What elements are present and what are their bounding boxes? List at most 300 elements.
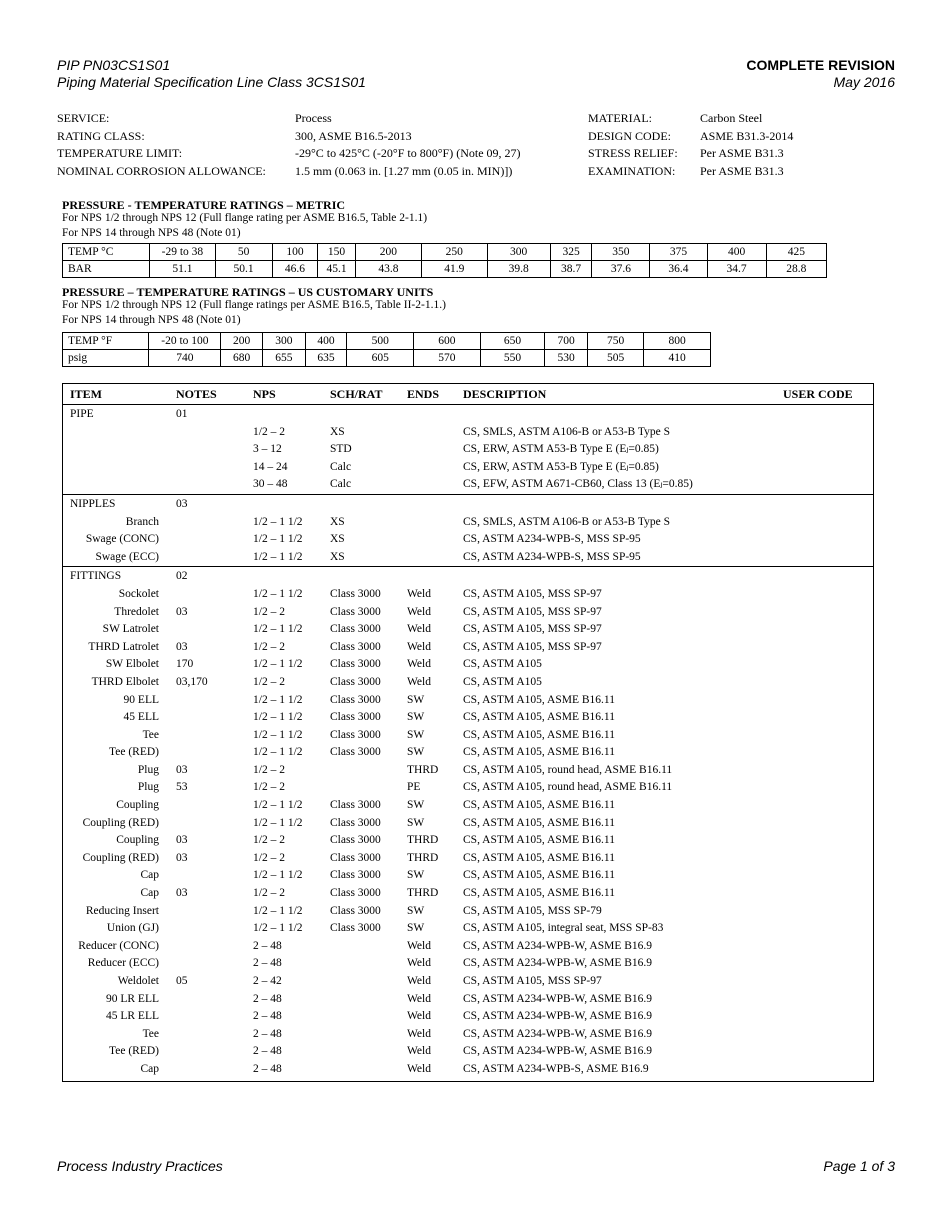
- row-nps: 1/2 – 2: [253, 851, 285, 864]
- table-row: [63, 638, 873, 656]
- us-temp-cell: 650: [480, 333, 545, 350]
- service-labels-left: [57, 110, 266, 181]
- row-notes: 03: [176, 640, 188, 653]
- metric-pressure-cell: 41.9: [422, 261, 487, 278]
- material-value: Carbon Steel: [700, 111, 763, 125]
- us-temp-row: [63, 333, 711, 350]
- table-row: [63, 530, 873, 548]
- metric-temp-cell: 400: [707, 244, 766, 261]
- group-name: NIPPLES: [70, 497, 116, 510]
- col-ends: ENDS: [407, 387, 440, 401]
- materials-table: [62, 383, 874, 1082]
- us-pressure-cell: 635: [305, 350, 347, 367]
- item-group: [63, 405, 873, 495]
- row-item: SW Latrolet: [102, 623, 159, 636]
- metric-ratings-title: PRESSURE - TEMPERATURE RATINGS – METRIC: [62, 198, 346, 212]
- row-item: 90 LR ELL: [105, 992, 159, 1005]
- row-nps: 1/2 – 1 1/2: [253, 869, 303, 882]
- examination-value: Per ASME B31.3: [700, 164, 784, 179]
- doc-id: PIP PN03CS1S01: [57, 57, 171, 73]
- row-item: Cap: [140, 869, 159, 882]
- row-nps: 2 – 48: [253, 1027, 282, 1040]
- row-description: CS, ASTM A234-WPB-W, ASME B16.9: [463, 1027, 653, 1040]
- metric-temp-cell: 200: [355, 244, 421, 261]
- us-temp-cell: 400: [305, 333, 347, 350]
- table-row: [63, 796, 873, 814]
- row-description: CS, ASTM A105: [463, 658, 542, 671]
- row-sch-rat: XS: [330, 425, 345, 438]
- row-sch-rat: Class 3000: [330, 816, 381, 829]
- table-row: [63, 972, 873, 990]
- table-row: [63, 1060, 873, 1078]
- us-pressure-cell: 410: [644, 350, 711, 367]
- revision-block: [746, 57, 895, 91]
- row-sch-rat: Class 3000: [330, 799, 381, 812]
- row-nps: 2 – 48: [253, 939, 282, 952]
- row-ends: THRD: [407, 851, 439, 864]
- col-sch-rat: SCH/RAT: [330, 387, 383, 401]
- row-item: Weldolet: [117, 975, 159, 987]
- row-sch-rat: Class 3000: [330, 587, 381, 600]
- row-nps: 2 – 48: [253, 957, 282, 970]
- row-description: CS, ASTM A105, ASME B16.11: [463, 728, 615, 741]
- row-ends: SW: [407, 746, 425, 759]
- us-pressure-cell: 505: [588, 350, 644, 367]
- item-group: [63, 495, 873, 567]
- table-row: [63, 548, 873, 566]
- row-notes: 03: [176, 834, 188, 847]
- row-item: Cap: [140, 887, 159, 900]
- us-temp-cell: 500: [347, 333, 414, 350]
- row-nps: 14 – 24: [253, 460, 288, 473]
- row-sch-rat: Class 3000: [330, 746, 381, 759]
- metric-temp-cell: 100: [272, 244, 318, 261]
- row-nps: 2 – 42: [253, 975, 282, 987]
- metric-temp-label: TEMP °C: [63, 244, 150, 261]
- metric-note-1: For NPS 1/2 through NPS 12 (Full flange rating per ASME B16.5, Table 2-1.1): [62, 212, 428, 224]
- row-notes: 03: [176, 851, 188, 864]
- table-row: [63, 814, 873, 832]
- table-row: [63, 743, 873, 761]
- metric-pressure-cell: 45.1: [318, 261, 355, 278]
- service-value: Process: [295, 111, 332, 125]
- table-row: [63, 761, 873, 779]
- row-description: CS, ASTM A105, MSS SP-97: [463, 640, 602, 653]
- row-description: CS, ASTM A234-WPB-S, MSS SP-95: [463, 533, 641, 546]
- service-label: SERVICE:: [57, 111, 110, 125]
- metric-temp-cell: 325: [550, 244, 592, 261]
- metric-pressure-cell: 50.1: [215, 261, 272, 278]
- row-item: Coupling: [116, 799, 159, 812]
- metric-pressure-cell: 51.1: [150, 261, 215, 278]
- row-sch-rat: Class 3000: [330, 711, 381, 724]
- row-ends: SW: [407, 816, 425, 829]
- revision-label: COMPLETE REVISION: [746, 57, 895, 73]
- row-sch-rat: Class 3000: [330, 605, 381, 618]
- table-row: [63, 990, 873, 1008]
- temperature-limit-label: TEMPERATURE LIMIT:: [57, 146, 183, 161]
- col-nps: NPS: [253, 387, 276, 401]
- us-temp-cell: 800: [644, 333, 711, 350]
- col-user-code: USER CODE: [783, 387, 853, 401]
- us-note-1: For NPS 1/2 through NPS 12 (Full flange ratings per ASME B16.5, Table II-2-1.1.): [62, 299, 446, 311]
- row-ends: Weld: [407, 975, 431, 987]
- row-sch-rat: Class 3000: [330, 904, 381, 917]
- row-description: CS, ASTM A105, ASME B16.11: [463, 693, 615, 706]
- design-code-value: ASME B31.3-2014: [700, 128, 794, 143]
- row-nps: 2 – 48: [253, 1010, 282, 1023]
- row-sch-rat: XS: [330, 550, 345, 563]
- row-item: Sockolet: [118, 587, 159, 600]
- row-ends: PE: [407, 781, 421, 794]
- materials-table-body: [63, 405, 873, 1081]
- row-item: Tee (RED): [109, 1045, 159, 1058]
- row-ends: SW: [407, 799, 425, 812]
- row-description: CS, ASTM A105, ASME B16.11: [463, 799, 615, 812]
- row-nps: 1/2 – 2: [253, 781, 285, 794]
- row-description: CS, ASTM A105, MSS SP-97: [463, 975, 602, 987]
- metric-pressure-label: BAR: [63, 261, 150, 278]
- table-row: [63, 778, 873, 796]
- service-values-left: [295, 110, 521, 181]
- row-nps: 1/2 – 1 1/2: [253, 693, 303, 706]
- row-description: CS, ASTM A234-WPB-W, ASME B16.9: [463, 1010, 653, 1023]
- table-row: [63, 937, 873, 955]
- us-temp-label: TEMP °F: [63, 333, 149, 350]
- row-nps: 1/2 – 1 1/2: [253, 816, 303, 829]
- row-description: CS, ASTM A105, ASME B16.11: [463, 851, 615, 864]
- document-header: [57, 57, 366, 91]
- row-ends: THRD: [407, 834, 439, 847]
- us-pressure-cell: 530: [545, 350, 588, 367]
- row-item: Reducer (ECC): [87, 957, 159, 970]
- us-ratings-title: PRESSURE – TEMPERATURE RATINGS – US CUSTOMARY UNITS: [62, 285, 434, 299]
- us-temp-cell: 600: [414, 333, 481, 350]
- metric-ratings-table: [62, 243, 827, 278]
- row-item: Union (GJ): [106, 922, 159, 935]
- group-notes: 03: [176, 497, 188, 510]
- row-description: CS, ASTM A234-WPB-W, ASME B16.9: [463, 939, 653, 952]
- row-nps: 1/2 – 2: [253, 425, 285, 438]
- row-item: Cap: [140, 1062, 159, 1075]
- row-nps: 1/2 – 2: [253, 640, 285, 653]
- row-nps: 1/2 – 2: [253, 887, 285, 900]
- metric-pressure-cell: 43.8: [355, 261, 421, 278]
- row-ends: SW: [407, 904, 425, 917]
- row-item: Swage (CONC): [85, 533, 159, 546]
- table-row: [63, 673, 873, 691]
- material-label: MATERIAL:: [588, 111, 652, 125]
- row-nps: 2 – 48: [253, 1045, 282, 1058]
- row-sch-rat: Class 3000: [330, 640, 381, 653]
- row-nps: 1/2 – 1 1/2: [253, 711, 303, 724]
- row-sch-rat: Class 3000: [330, 887, 381, 900]
- row-sch-rat: Calc: [330, 460, 352, 473]
- metric-pressure-cell: 37.6: [592, 261, 650, 278]
- row-notes: 03: [176, 763, 188, 776]
- row-nps: 1/2 – 1 1/2: [253, 587, 303, 600]
- group-header-row: [63, 495, 873, 513]
- group-header-row: [63, 567, 873, 585]
- us-temp-cell: 750: [588, 333, 644, 350]
- row-item: SW Elbolet: [105, 658, 159, 671]
- table-row: [63, 954, 873, 972]
- row-ends: Weld: [407, 957, 431, 970]
- row-item: Tee: [142, 728, 159, 741]
- group-notes: 02: [176, 570, 188, 583]
- row-description: CS, ASTM A105, ASME B16.11: [463, 834, 615, 847]
- row-ends: Weld: [407, 640, 431, 653]
- row-description: CS, ASTM A105, ASME B16.11: [463, 887, 615, 900]
- metric-temp-cell: 150: [318, 244, 355, 261]
- temperature-limit-value: -29°C to 425°C (-20°F to 800°F) (Note 09, 27): [295, 146, 521, 161]
- table-row: [63, 902, 873, 920]
- us-pressure-cell: 680: [221, 350, 263, 367]
- us-pressure-cell: 740: [149, 350, 221, 367]
- us-note-2: For NPS 14 through NPS 48 (Note 01): [62, 314, 241, 326]
- corrosion-allowance-label: NOMINAL CORROSION ALLOWANCE:: [57, 164, 266, 179]
- row-description: CS, ASTM A234-WPB-S, ASME B16.9: [463, 1062, 649, 1075]
- metric-pressure-cell: 36.4: [650, 261, 707, 278]
- row-nps: 1/2 – 2: [253, 675, 285, 688]
- row-ends: THRD: [407, 763, 439, 776]
- row-description: CS, ERW, ASTM A53-B Type E (Eⱼ=0.85): [463, 460, 659, 473]
- row-description: CS, ERW, ASTM A53-B Type E (Eⱼ=0.85): [463, 443, 659, 456]
- row-description: CS, ASTM A234-WPB-W, ASME B16.9: [463, 992, 653, 1005]
- row-ends: Weld: [407, 658, 431, 671]
- row-nps: 1/2 – 1 1/2: [253, 746, 303, 759]
- metric-pressure-cell: 38.7: [550, 261, 592, 278]
- stress-relief-label: STRESS RELIEF:: [588, 146, 678, 161]
- row-sch-rat: XS: [330, 515, 345, 528]
- service-values-right: [700, 110, 793, 181]
- row-notes: 03,170: [176, 675, 208, 688]
- row-description: CS, ASTM A234-WPB-W, ASME B16.9: [463, 957, 653, 970]
- row-item: Swage (ECC): [95, 550, 159, 563]
- row-description: CS, ASTM A234-WPB-S, MSS SP-95: [463, 550, 641, 563]
- table-row: [63, 849, 873, 867]
- row-nps: 1/2 – 2: [253, 763, 285, 776]
- group-name: PIPE: [70, 408, 94, 420]
- row-item: 45 ELL: [123, 711, 159, 724]
- row-description: CS, EFW, ASTM A671-CB60, Class 13 (Eⱼ=0.85): [463, 478, 693, 491]
- row-item: Coupling (RED): [82, 816, 159, 829]
- row-item: 90 ELL: [123, 693, 159, 706]
- row-item: Plug: [137, 763, 159, 776]
- row-sch-rat: Class 3000: [330, 728, 381, 741]
- row-nps: 1/2 – 2: [253, 605, 285, 618]
- us-pressure-cell: 605: [347, 350, 414, 367]
- metric-pressure-cell: 34.7: [707, 261, 766, 278]
- metric-temp-cell: 425: [766, 244, 826, 261]
- table-row: [63, 440, 873, 458]
- row-description: CS, SMLS, ASTM A106-B or A53-B Type S: [463, 515, 670, 528]
- row-description: CS, ASTM A105, round head, ASME B16.11: [463, 781, 673, 794]
- table-row: [63, 866, 873, 884]
- us-temp-cell: 300: [263, 333, 306, 350]
- row-ends: Weld: [407, 939, 431, 952]
- row-description: CS, ASTM A105, MSS SP-97: [463, 587, 602, 600]
- us-pressure-label: psig: [63, 350, 149, 367]
- row-item: 45 LR ELL: [105, 1010, 159, 1023]
- row-nps: 1/2 – 1 1/2: [253, 799, 303, 812]
- row-item: Coupling: [116, 834, 159, 847]
- row-notes: 05: [176, 975, 188, 987]
- row-item: Tee: [142, 1027, 159, 1040]
- table-row: [63, 919, 873, 937]
- row-description: CS, ASTM A234-WPB-W, ASME B16.9: [463, 1045, 653, 1058]
- row-sch-rat: Class 3000: [330, 869, 381, 882]
- row-description: CS, ASTM A105, round head, ASME B16.11: [463, 763, 673, 776]
- group-notes: 01: [176, 408, 188, 420]
- group-header-row: [63, 405, 873, 423]
- table-row: [63, 585, 873, 603]
- table-row: [63, 884, 873, 902]
- rating-class-label: RATING CLASS:: [57, 128, 145, 143]
- table-row: [63, 1007, 873, 1025]
- row-nps: 2 – 48: [253, 1062, 282, 1075]
- col-item: ITEM: [70, 387, 103, 401]
- row-sch-rat: Class 3000: [330, 658, 381, 671]
- metric-pressure-cell: 46.6: [272, 261, 318, 278]
- group-name: FITTINGS: [70, 570, 122, 583]
- row-nps: 3 – 12: [253, 443, 282, 456]
- row-nps: 2 – 48: [253, 992, 282, 1005]
- us-pressure-row: [63, 350, 711, 367]
- us-temp-cell: -20 to 100: [149, 333, 221, 350]
- metric-temp-row: [63, 244, 827, 261]
- row-ends: Weld: [407, 1010, 431, 1023]
- us-temp-cell: 700: [545, 333, 588, 350]
- row-sch-rat: Class 3000: [330, 834, 381, 847]
- us-pressure-cell: 550: [480, 350, 545, 367]
- revision-date: May 2016: [833, 74, 895, 90]
- row-nps: 1/2 – 1 1/2: [253, 904, 303, 917]
- row-item: Reducing Insert: [85, 904, 159, 917]
- row-item: Coupling (RED): [82, 851, 159, 864]
- us-pressure-cell: 655: [263, 350, 306, 367]
- row-nps: 30 – 48: [253, 478, 288, 491]
- item-group: [63, 567, 873, 1080]
- table-row: [63, 458, 873, 476]
- footer-org: Process Industry Practices: [57, 1158, 223, 1174]
- row-ends: SW: [407, 693, 425, 706]
- us-temp-cell: 200: [221, 333, 263, 350]
- row-description: CS, ASTM A105, ASME B16.11: [463, 746, 615, 759]
- table-row: [63, 708, 873, 726]
- row-ends: Weld: [407, 587, 431, 600]
- table-row: [63, 691, 873, 709]
- row-sch-rat: Class 3000: [330, 851, 381, 864]
- row-description: CS, ASTM A105: [463, 675, 542, 688]
- row-nps: 1/2 – 1 1/2: [253, 658, 303, 671]
- row-sch-rat: Class 3000: [330, 922, 381, 935]
- metric-temp-cell: 250: [422, 244, 487, 261]
- metric-note-2: For NPS 14 through NPS 48 (Note 01): [62, 227, 241, 239]
- row-sch-rat: Class 3000: [330, 623, 381, 636]
- metric-temp-cell: 375: [650, 244, 707, 261]
- row-description: CS, SMLS, ASTM A106-B or A53-B Type S: [463, 425, 670, 438]
- metric-pressure-cell: 39.8: [487, 261, 550, 278]
- service-labels-right: [588, 110, 678, 181]
- row-description: CS, ASTM A105, MSS SP-97: [463, 605, 602, 618]
- row-ends: Weld: [407, 1045, 431, 1058]
- row-nps: 1/2 – 1 1/2: [253, 623, 303, 636]
- row-description: CS, ASTM A105, ASME B16.11: [463, 869, 615, 882]
- row-ends: SW: [407, 728, 425, 741]
- table-row: [63, 1025, 873, 1043]
- stress-relief-value: Per ASME B31.3: [700, 146, 784, 161]
- row-ends: Weld: [407, 675, 431, 688]
- examination-label: EXAMINATION:: [588, 164, 676, 179]
- table-row: [63, 603, 873, 621]
- row-item: THRD Latrolet: [88, 640, 159, 653]
- corrosion-allowance-value: 1.5 mm (0.063 in. [1.27 mm (0.05 in. MIN)]): [295, 164, 513, 179]
- design-code-label: DESIGN CODE:: [588, 128, 671, 143]
- row-ends: SW: [407, 869, 425, 882]
- table-row: [63, 1042, 873, 1060]
- row-nps: 1/2 – 2: [253, 834, 285, 847]
- table-row: [63, 423, 873, 441]
- col-description: DESCRIPTION: [463, 387, 547, 401]
- metric-temp-cell: 50: [215, 244, 272, 261]
- table-row: [63, 513, 873, 531]
- table-row: [63, 655, 873, 673]
- row-ends: Weld: [407, 1062, 431, 1075]
- row-ends: Weld: [407, 992, 431, 1005]
- row-item: Tee (RED): [109, 746, 159, 759]
- row-ends: THRD: [407, 887, 439, 900]
- metric-temp-cell: 350: [592, 244, 650, 261]
- row-notes: 03: [176, 605, 188, 618]
- row-description: CS, ASTM A105, MSS SP-97: [463, 623, 602, 636]
- row-item: THRD Elbolet: [91, 675, 159, 688]
- footer-page-number: Page 1 of 3: [823, 1158, 895, 1174]
- metric-temp-cell: 300: [487, 244, 550, 261]
- row-notes: 53: [176, 781, 188, 794]
- table-row: [63, 831, 873, 849]
- metric-pressure-row: [63, 261, 827, 278]
- us-ratings-table: [62, 332, 711, 367]
- row-nps: 1/2 – 1 1/2: [253, 515, 303, 528]
- row-notes: 170: [176, 658, 194, 671]
- row-notes: 03: [176, 887, 188, 900]
- row-ends: Weld: [407, 605, 431, 618]
- row-ends: SW: [407, 922, 425, 935]
- row-description: CS, ASTM A105, MSS SP-79: [463, 904, 602, 917]
- row-item: Branch: [125, 515, 159, 528]
- us-pressure-cell: 570: [414, 350, 481, 367]
- row-ends: SW: [407, 711, 425, 724]
- row-ends: Weld: [407, 1027, 431, 1040]
- row-sch-rat: Class 3000: [330, 675, 381, 688]
- row-sch-rat: Class 3000: [330, 693, 381, 706]
- table-row: [63, 475, 873, 493]
- col-notes: NOTES: [176, 387, 217, 401]
- row-nps: 1/2 – 1 1/2: [253, 550, 303, 563]
- metric-pressure-cell: 28.8: [766, 261, 826, 278]
- materials-table-header: [63, 384, 873, 405]
- row-description: CS, ASTM A105, ASME B16.11: [463, 816, 615, 829]
- row-nps: 1/2 – 1 1/2: [253, 728, 303, 741]
- row-nps: 1/2 – 1 1/2: [253, 922, 303, 935]
- doc-title: Piping Material Specification Line Class 3CS1S01: [57, 74, 366, 90]
- row-item: Reducer (CONC): [78, 939, 159, 952]
- row-ends: Weld: [407, 623, 431, 636]
- row-description: CS, ASTM A105, integral seat, MSS SP-83: [463, 922, 664, 935]
- row-nps: 1/2 – 1 1/2: [253, 533, 303, 546]
- row-item: Thredolet: [114, 605, 159, 618]
